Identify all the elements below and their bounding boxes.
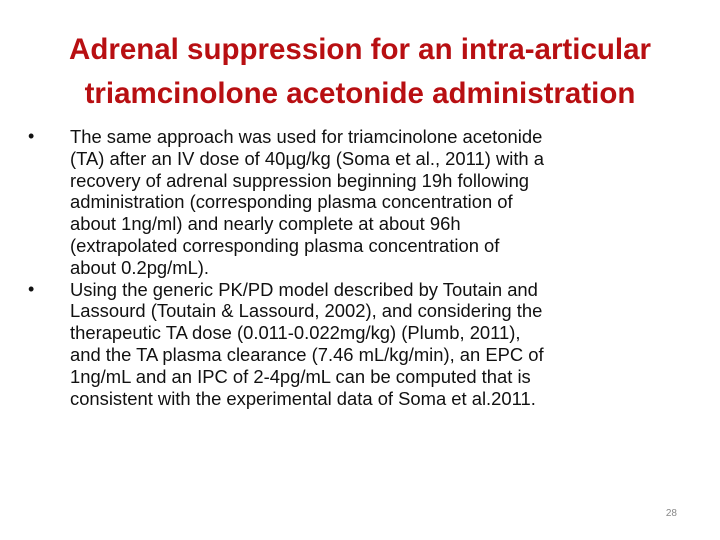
bullet-2-line-3: therapeutic TA dose (0.011-0.022mg/kg) (Plumb, 2011), — [70, 322, 521, 344]
bullet-2-line-4: and the TA plasma clearance (7.46 mL/kg/min), an EPC of — [70, 343, 544, 365]
bullet-item-2 — [28, 279, 678, 410]
slide-title — [20, 28, 700, 116]
bullet-dot-icon: • — [28, 278, 35, 299]
bullet-1-line-7: about 0.2pg/mL). — [70, 256, 210, 278]
bullet-1-line-4: administration (corresponding plasma concentration of — [70, 191, 513, 213]
bullet-2-line-2: Lassourd (Toutain & Lassourd, 2002), and considering the — [70, 300, 543, 322]
slide-body — [28, 126, 678, 409]
bullet-item-1 — [28, 126, 678, 279]
bullet-2-line-1: Using the generic PK/PD model described by Toutain and — [70, 278, 538, 300]
bullet-1-line-1: The same approach was used for triamcinolone acetonide — [70, 126, 543, 147]
bullet-2-line-5: 1ng/mL and an IPC of 2-4pg/mL can be computed that is — [70, 365, 531, 387]
bullet-1-line-5: about 1ng/ml) and nearly complete at about 96h — [70, 213, 461, 235]
bullet-1-line-6: (extrapolated corresponding plasma concentration of — [70, 234, 500, 256]
page-number: 28 — [665, 508, 677, 519]
bullet-2-line-6: consistent with the experimental data of Soma et al.2011. — [70, 387, 536, 409]
bullet-1-line-3: recovery of adrenal suppression beginning 19h following — [70, 169, 530, 191]
bullet-dot-icon: • — [28, 126, 35, 146]
title-line-1: Adrenal suppression for an intra-articular — [69, 33, 651, 66]
bullet-1-line-2: (TA) after an IV dose of 40µg/kg (Soma et al., 2011) with a — [70, 147, 544, 169]
title-line-2: triamcinolone acetonide administration — [84, 77, 636, 110]
